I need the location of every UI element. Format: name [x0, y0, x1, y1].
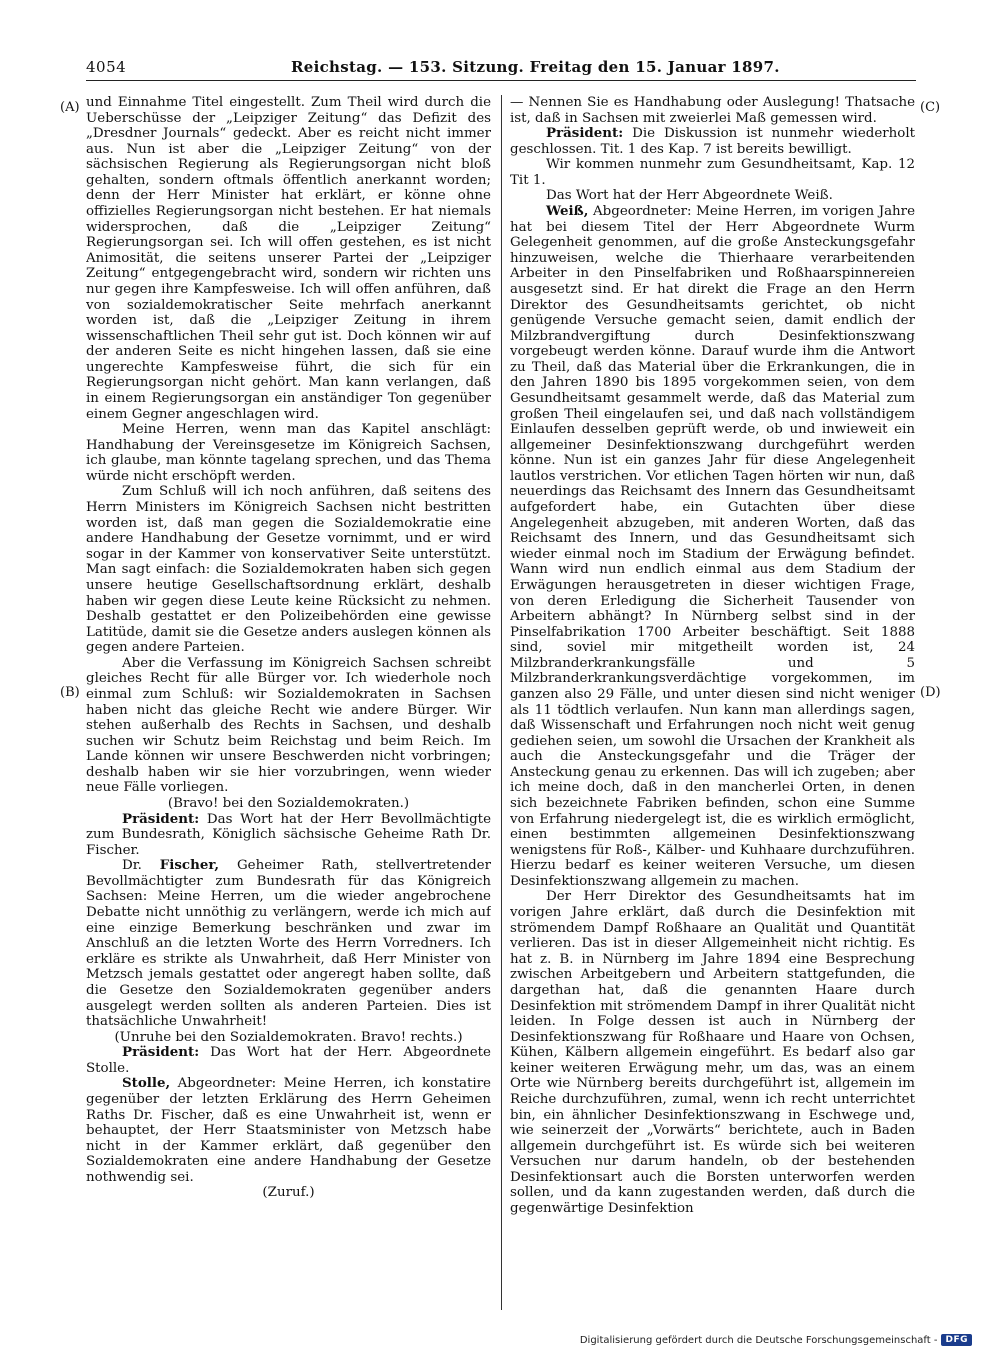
interjection: (Unruhe bei den Sozialdemokraten. Bravo! rechts.): [114, 1029, 463, 1045]
speech-text: Das Wort hat der Herr. Abgeordnete Stolle.: [86, 1045, 491, 1076]
interjection: (Bravo! bei den Sozialdemokraten.): [167, 796, 410, 812]
margin-mark-d: (D): [920, 685, 941, 700]
paragraph: Zum Schluß will ich noch anführen, daß seitens des Herrn Ministers im Königreich Sachsen nicht bestritten worden ist, daß man gegen die Sozialdemokratie eine andere Handhabung der Gesetze vornimmt, und er wird sogar in der Kammer von konservativer Seite unterstützt. Man sagt einfach: die Sozialdemokraten haben sich gegen unsere heutige Gesellschaftsordnung erklärt, deshalb haben wir gegen diese Leute keine Rücksicht zu nehmen. Deshalb gestattet er den Polizeibehörden eine gewisse Latitüde, damit sie die Gesetze anders auslegen können als gegen andere Parteien.: [86, 484, 491, 656]
margin-mark-a: (A): [60, 100, 80, 115]
left-column: [86, 95, 491, 1310]
speech-text: Die Diskussion ist nunmehr wiederholt geschlossen. Tit. 1 des Kap. 7 ist bereits bewilligt.: [510, 126, 915, 157]
speaker-name: Präsident:: [546, 125, 624, 142]
speaker-name: Fischer,: [159, 857, 220, 874]
paragraph: Das Wort hat der Herr Abgeordnete Weiß.: [546, 188, 833, 204]
paragraph: Meine Herren, wenn man das Kapitel anschlägt: Handhabung der Vereinsgesetze im Königreich Sachsen, ich glaube, man könnte tagelang sprechen, und das Thema würde nicht erschöpft werden.: [86, 422, 491, 484]
speech-text: Das Wort hat der Herr Bevollmächtigte zum Bundesrath, Königlich sächsische Geheime Rath Dr. Fischer.: [86, 811, 491, 858]
speaker-name: Weiß,: [546, 203, 589, 220]
speaker-title: Dr.: [122, 858, 142, 874]
footer-credit: Digitalisierung gefördert durch die Deutsche Forschungsgemeinschaft -: [579, 1334, 938, 1346]
margin-mark-c: (C): [920, 100, 941, 115]
margin-mark-b: (B): [60, 685, 80, 700]
speech-text: Abgeordneter: Meine Herren, ich konstatire gegenüber der letzten Erklärung des Herrn Geheimen Raths Dr. Fischer, daß es eine Unwahrheit ist, wenn er behauptet, der Herr Staatsminister von Metzsch habe nicht in der Kammer erklärt, daß gegenüber den Sozialdemokraten eine andere Handhabung der Gesetze nothwendig sei.: [86, 1076, 491, 1185]
paragraph: — Nennen Sie es Handhabung oder Auslegung! Thatsache ist, daß in Sachsen mit zweierlei Maß gemessen wird.: [510, 95, 915, 126]
paragraph: [86, 1045, 491, 1076]
paragraph: Aber die Verfassung im Königreich Sachsen schreibt gleiches Recht für alle Bürger vor. Ich wiederhole noch einmal zum Schluß: wir Sozialdemokraten in Sachsen haben nicht das gleiche Recht wie andere Bürger. Wir stehen außerhalb des Rechts in Sachsen, und deshalb suchen wir Schutz beim Reichstag und beim Reich. Im Lande können wir unsere Beschwerden nicht vorbringen; deshalb haben wir sie hier vorzubringen, wenn wieder neue Fälle vorliegen.: [86, 655, 491, 796]
page-header: [86, 58, 916, 81]
paragraph: [86, 1076, 491, 1185]
paragraph: [86, 812, 491, 859]
running-title: Reichstag. — 153. Sitzung. Freitag den 15. Januar 1897.: [291, 58, 780, 76]
speaker-name: Präsident:: [122, 810, 200, 827]
paragraph: und Einnahme Titel eingestellt. Zum Theil wird durch die Ueberschüsse der „Leipziger Zeitung“ das Defizit des „Dresdner Journals“ gedeckt. Aber es reicht nicht immer aus. Nun ist aber die „Leipziger Zeitung“ von der sächsischen Regierung als Regierungsorgan nicht bloß gehalten, sondern oftmals öffentlich anerkannt worden; denn der Herr Minister hat erklärt, er könne ohne offizielles Regierungsorgan nicht bestehen. Er hat niemals widersprochen, daß die „Leipziger Zeitung“ Regierungsorgan sei. Ich will offen gestehen, es ist nicht Animosität, die seitens unserer Partei der „Leipziger Zeitung“ entgegengebracht wird, sondern wir richten uns nur gegen ihre Kampfesweise. Ich will offen anführen, daß von sozialdemokratischer Seite mehrfach anerkannt worden ist, daß die „Leipziger Zeitung in ihrem wissenschaftlichen Theil sehr gut ist. Doch können wir auf der anderen Seite es nicht hingehen lassen, daß sie eine ungerechte Kampfesweise führt, die sich für ein Regierungsorgan nicht gehört. Man kann verlangen, daß in einem Regierungsorgan ein anständiger Ton gegenüber einem Gegner angeschlagen wird.: [86, 95, 491, 422]
paragraph: Der Herr Direktor des Gesundheitsamts hat im vorigen Jahre erklärt, daß durch die Desinfektion mit strömendem Dampf Roßhaare an Qualität und Quantität verlieren. Das ist in dieser Allgemeinheit nicht richtig. Es hat z. B. in Nürnberg im Jahre 1894 eine Besprechung zwischen Arbeitgebern und Arbeitern stattgefunden, die dargethan hat, daß die genannten Haare durch Desinfektion mit strömendem Dampf in ihrer Qualität nicht leiden. In Folge dessen ist auch in Nürnberg der Desinfektionszwang für Roßhaare und Haare von Ochsen, Kühen, Kälbern allgemein eingeführt. Es bedarf also gar keiner weiteren Erwägung mehr, um das, was an einem Orte wie Nürnberg bereits durchgeführt ist, allgemein im Reiche durchzuführen, zumal, wenn ich recht unterrichtet bin, ein ähnlicher Desinfektionszwang in Eschwege und, wie seinerzeit der „Vorwärts“ berichtete, auch in Baden allgemein durchgeführt ist. Es würde sich bei weiteren Versuchen nur darum handeln, ob der bestehenden Desinfektionsart auch die Borsten unterworfen werden sollen, und da kann zugestanden werden, daß durch die gegenwärtige Desinfektion: [510, 889, 915, 1217]
speaker-name: Stolle,: [122, 1075, 171, 1092]
right-column: [510, 95, 915, 1310]
speaker-name: Präsident:: [122, 1044, 200, 1061]
footer: [580, 1334, 972, 1346]
paragraph: [510, 126, 915, 157]
page-number: 4054: [86, 58, 127, 76]
interjection: (Zuruf.): [262, 1185, 315, 1201]
paragraph: Wir kommen nunmehr zum Gesundheitsamt, Kap. 12 Tit 1.: [510, 157, 915, 188]
paragraph: [86, 858, 491, 1029]
column-divider: [501, 95, 502, 1310]
speech-text: Abgeordneter: Meine Herren, im vorigen Jahre hat bei diesem Titel der Herr Abgeordnete Wurm Gelegenheit genommen, auf die große Ansteckungsgefahr hinzuweisen, welche die Thierhaare verarbeitenden Arbeiter in den Pinselfabriken und Roßhaarspinnereien ausgesetzt sind. Er hat direkt die Frage an den Herrn Direktor des Gesundheitsamts gerichtet, ob nicht genügende Versuche gemacht seien, damit endlich der Milzbrandvergiftung durch Desinfektionszwang vorgebeugt werden könne. Darauf wurde ihm die Antwort zu Theil, daß das Material über die Erkrankungen, die in den Jahren 1890 bis 1895 vorgekommen seien, von dem Gesundheitsamt gesammelt werde, daß das Material zum großen Theil eingelaufen sei, und daß nach vollständigem Einlaufen desselben geprüft werde, ob und inwieweit ein allgemeiner Desinfektionszwang durchgeführt werden könne. Nun ist ein ganzes Jahr für diese Angelegenheit lautlos verstrichen. Vor etlichen Tagen hörten wir nun, daß neuerdings das Reichsamt des Innern das Gesundheitsamt aufgefordert habe, ein Gutachten über diese Angelegenheit abzugeben, mit anderen Worten, daß das Reichsamt des Innern, und das Gesundheitsamt sich wieder einmal noch im Stadium der Erwägung befindet. Wann wird nun endlich einmal aus dem Stadium der Erwägungen herausgetreten in dieser wichtigen Frage, von deren Erledigung die Sicherheit Tausender von Arbeitern abhängt? In Nürnberg selbst sind in der Pinselfabrikation 1700 Arbeiter beschäftigt. Seit 1888 sind, soviel mir mitgetheilt worden ist, 24 Milzbranderkrankungsfälle und 5 Milzbranderkrankungsverdächtige vorgekommen, im ganzen also 29 Fälle, und unter diesen sind nicht weniger als 11 tödtlich verlaufen. Nun kann man allerdings sagen, daß Wissenschaft und Erfahrungen noch nicht weit genug gediehen seien, um sowohl die Ursachen der Krankheit als auch die Ansteckungsgefahr und die Träger der Ansteckung genau zu erkennen. Das will ich zugeben; aber ich meine doch, daß in den mancherlei Orten, in denen sich bezeichnete Fabriken befinden, schon eine Summe von Erfahrung niedergelegt ist, die es wirklich ermöglicht, einen bestimmten allgemeinen Desinfektionszwang wenigstens für Roß-, Kälber- und Kuhhaare durchzuführen. Hierzu bedarf es keiner weiteren Versuche, um diesen Desinfektionszwang allgemein zu machen.: [510, 204, 915, 889]
speech-text: Geheimer Rath, stellvertretender Bevollmächtigter zum Bundesrath für das Königreich Sachsen: Meine Herren, um die wieder angebrochene Debatte nicht unnöthig zu verlängern, werde ich mich auf eine einzige Bemerkung beschränken und zwar im Anschluß an die letzten Worte des Herrn Vorredners. Ich erkläre es strikte als Unwahrheit, daß Herr Minister von Metzsch jemals gestattet oder angeregt haben sollte, daß die Gesetze den Sozialdemokraten gegenüber anders ausgelegt werden sollten als anderen Parteien. Dies ist thatsächliche Unwahrheit!: [86, 858, 491, 1030]
paragraph: [510, 204, 915, 889]
dfg-logo: DFG: [941, 1334, 972, 1346]
